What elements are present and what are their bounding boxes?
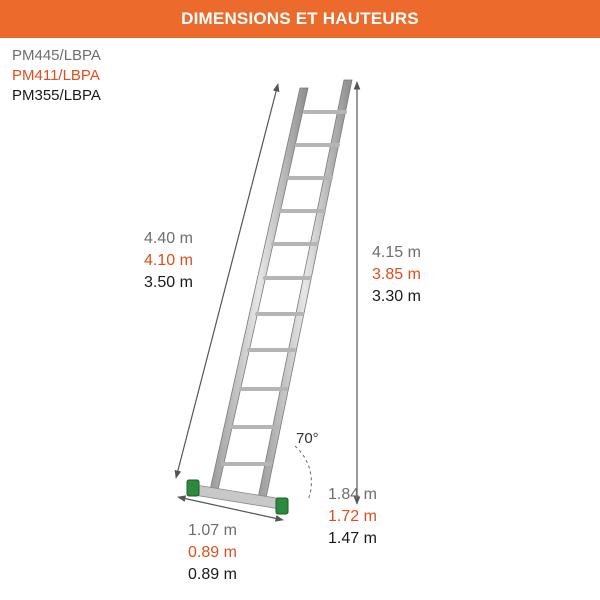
depth-pm445: 1.84 m [328,486,377,503]
right-foot [276,498,288,514]
stabilizer-bar [188,484,288,510]
width-pm411: 0.89 m [188,544,237,561]
depth-pm355: 1.47 m [328,530,377,547]
height-pm355: 3.30 m [372,288,421,305]
banner-title: DIMENSIONS ET HAUTEURS [181,9,419,28]
ladder-length-values [144,228,193,294]
stabilizer-width-values [188,520,237,586]
angle-label: 70° [296,430,319,447]
length-pm411: 4.10 m [144,252,193,269]
width-pm355: 0.89 m [188,566,237,583]
height-pm411: 3.85 m [372,266,421,283]
length-pm355: 3.50 m [144,274,193,291]
model-pm411: PM411/LBPA [12,67,100,84]
length-pm445: 4.40 m [144,230,193,247]
depth-pm411: 1.72 m [328,508,377,525]
model-pm445: PM445/LBPA [12,47,101,64]
left-foot [187,480,199,496]
width-pm445: 1.07 m [188,522,237,539]
angle-arc [295,446,311,500]
base-depth-values [328,484,377,550]
working-height-values [372,242,421,308]
height-pm445: 4.15 m [372,244,421,261]
ladder [187,80,352,514]
model-pm355: PM355/LBPA [12,87,101,104]
